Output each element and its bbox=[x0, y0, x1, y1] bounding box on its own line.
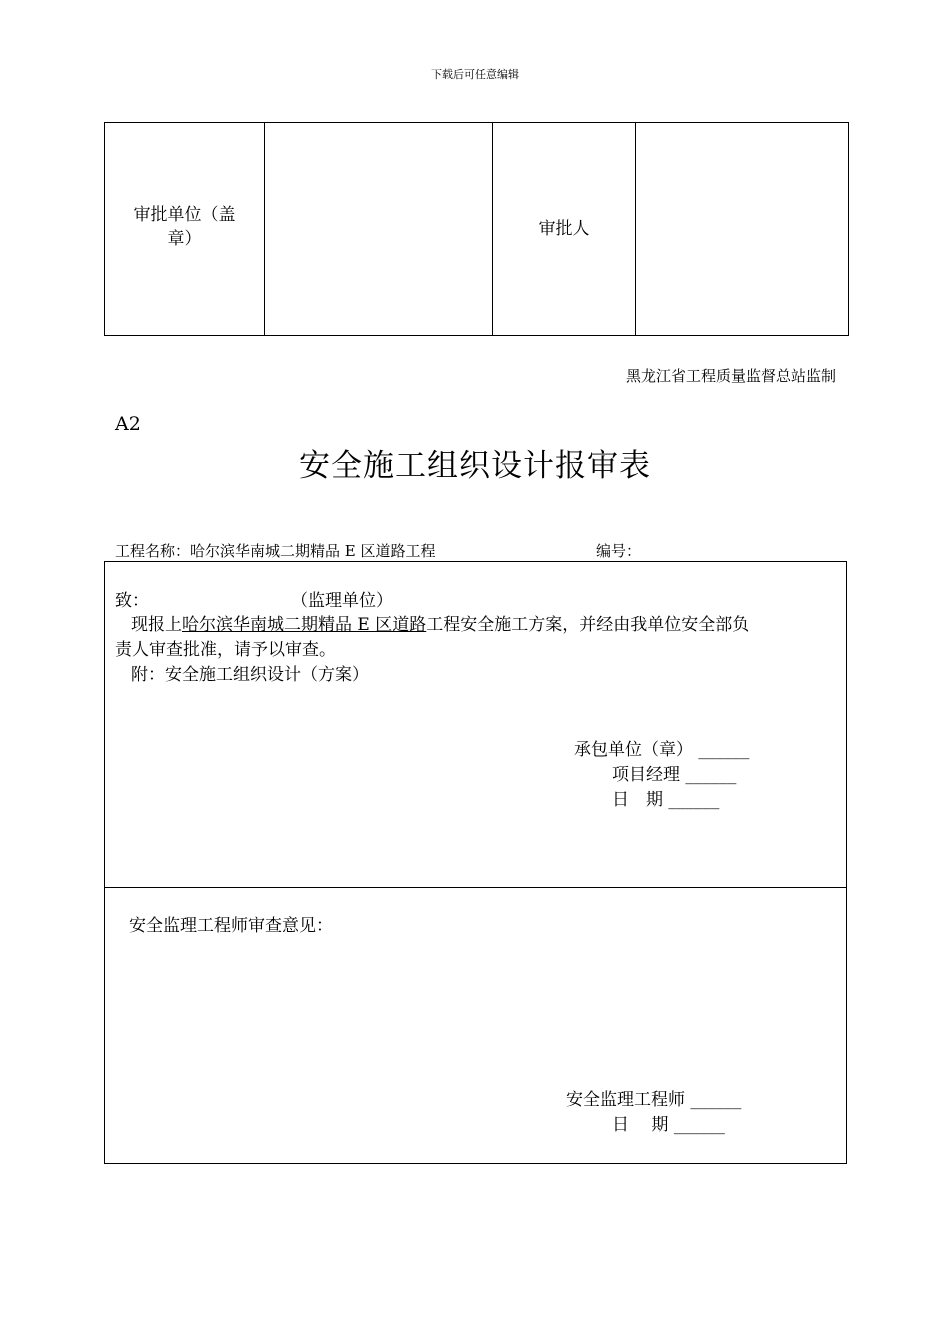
approval-unit-value-cell[interactable] bbox=[265, 123, 493, 335]
form-title: 安全施工组织设计报审表 bbox=[299, 448, 651, 484]
date-label: 日 期 bbox=[612, 790, 663, 810]
approver-cell bbox=[493, 123, 636, 335]
approval-unit-label-line1: 审批单位（盖 bbox=[133, 205, 236, 225]
section-divider bbox=[105, 887, 846, 888]
approver-label: 审批人 bbox=[538, 219, 590, 239]
contractor-label: 承包单位（章） bbox=[574, 740, 693, 760]
contractor-blank[interactable]: ______ bbox=[698, 740, 750, 760]
approval-table bbox=[104, 122, 849, 336]
body-line2: 责人审查批准，请予以审查。 bbox=[115, 640, 336, 660]
approver-value-cell[interactable] bbox=[636, 123, 849, 335]
to-prefix: 致： bbox=[115, 591, 149, 611]
body-prefix: 现报上 bbox=[131, 615, 182, 635]
manager-line bbox=[612, 760, 736, 785]
supervised-by: 黑龙江省工程质量监督总站监制 bbox=[625, 367, 836, 385]
form-code: A2 bbox=[115, 413, 141, 435]
review-date-line bbox=[612, 1110, 725, 1135]
manager-blank[interactable]: ______ bbox=[685, 765, 737, 785]
review-date-blank[interactable]: ______ bbox=[673, 1115, 725, 1135]
review-opinion-label: 安全监理工程师审查意见： bbox=[129, 916, 333, 936]
attachment: 附：安全施工组织设计（方案） bbox=[131, 665, 369, 685]
engineer-line bbox=[566, 1085, 741, 1110]
approval-unit-label-line2: 章） bbox=[167, 229, 202, 249]
body-project: 哈尔滨华南城二期精品 E 区道路 bbox=[182, 615, 427, 635]
date-blank[interactable]: ______ bbox=[668, 790, 720, 810]
to-suffix: （监理单位） bbox=[291, 591, 393, 611]
submission-body bbox=[131, 610, 749, 635]
approval-unit-cell bbox=[105, 123, 265, 335]
review-date-label: 日 期 bbox=[612, 1115, 669, 1135]
header-note: 下载后可任意编辑 bbox=[431, 68, 519, 81]
submission-table bbox=[104, 561, 847, 1164]
body-suffix: 工程安全施工方案，并经由我单位安全部负 bbox=[426, 615, 750, 635]
date-line bbox=[612, 785, 719, 810]
manager-label: 项目经理 bbox=[612, 765, 680, 785]
project-number: 编号： bbox=[596, 542, 642, 560]
engineer-label: 安全监理工程师 bbox=[566, 1090, 685, 1110]
project-name: 工程名称：哈尔滨华南城二期精品 E 区道路工程 bbox=[115, 542, 436, 560]
contractor-line bbox=[574, 735, 749, 760]
engineer-blank[interactable]: ______ bbox=[690, 1090, 742, 1110]
